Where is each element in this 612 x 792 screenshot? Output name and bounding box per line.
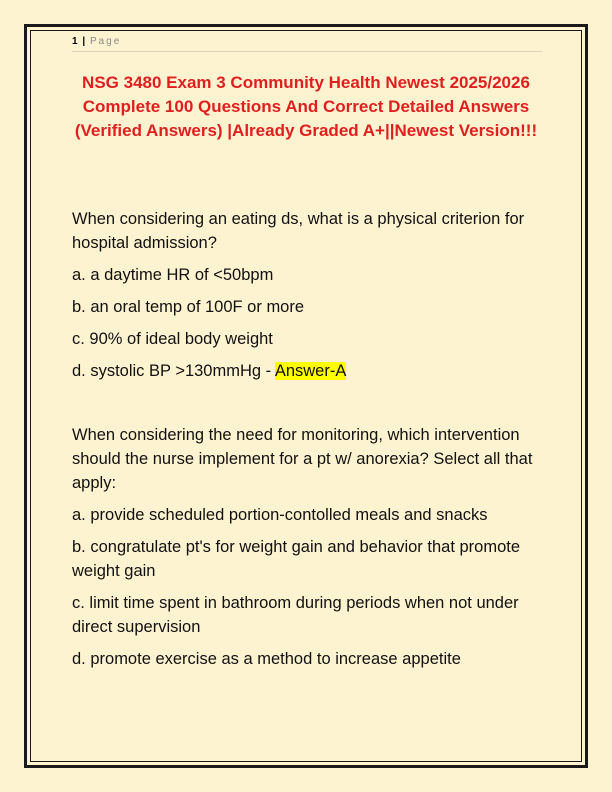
option-c: c. limit time spent in bathroom during periods when not under direct supervision <box>72 594 519 636</box>
spacer <box>72 391 548 423</box>
question-block <box>72 423 548 671</box>
question-stem: When considering an eating ds, what is a physical criterion for hospital admission? <box>72 210 525 252</box>
header-separator: | <box>82 36 86 47</box>
question-block <box>72 207 548 383</box>
page-label: Page <box>89 36 122 47</box>
option-a: a. a daytime HR of <50bpm <box>72 266 274 284</box>
document-title: NSG 3480 Exam 3 Community Health Newest 2025/2026 Complete 100 Questions And Correct Detailed Answers (Verified Answers) |Already Graded A+||Newest Version!!! <box>74 73 538 140</box>
option-d-text: d. systolic BP >130mmHg - <box>72 362 275 380</box>
answer-highlight: Answer-A <box>274 362 347 380</box>
question-stem: When considering the need for monitoring, which intervention should the nurse implement for a pt w/ anorexia? Select all that apply: <box>72 426 533 492</box>
option-c: c. 90% of ideal body weight <box>72 330 273 348</box>
page-number: 1 <box>72 36 78 47</box>
option-d: d. promote exercise as a method to increase appetite <box>72 650 461 668</box>
option-b: b. an oral temp of 100F or more <box>72 298 305 316</box>
option-a: a. provide scheduled portion-contolled meals and snacks <box>72 506 488 524</box>
document-body <box>72 207 548 679</box>
option-d <box>72 359 548 383</box>
page-header <box>72 36 542 52</box>
option-b: b. congratulate pt's for weight gain and behavior that promote weight gain <box>72 538 521 580</box>
